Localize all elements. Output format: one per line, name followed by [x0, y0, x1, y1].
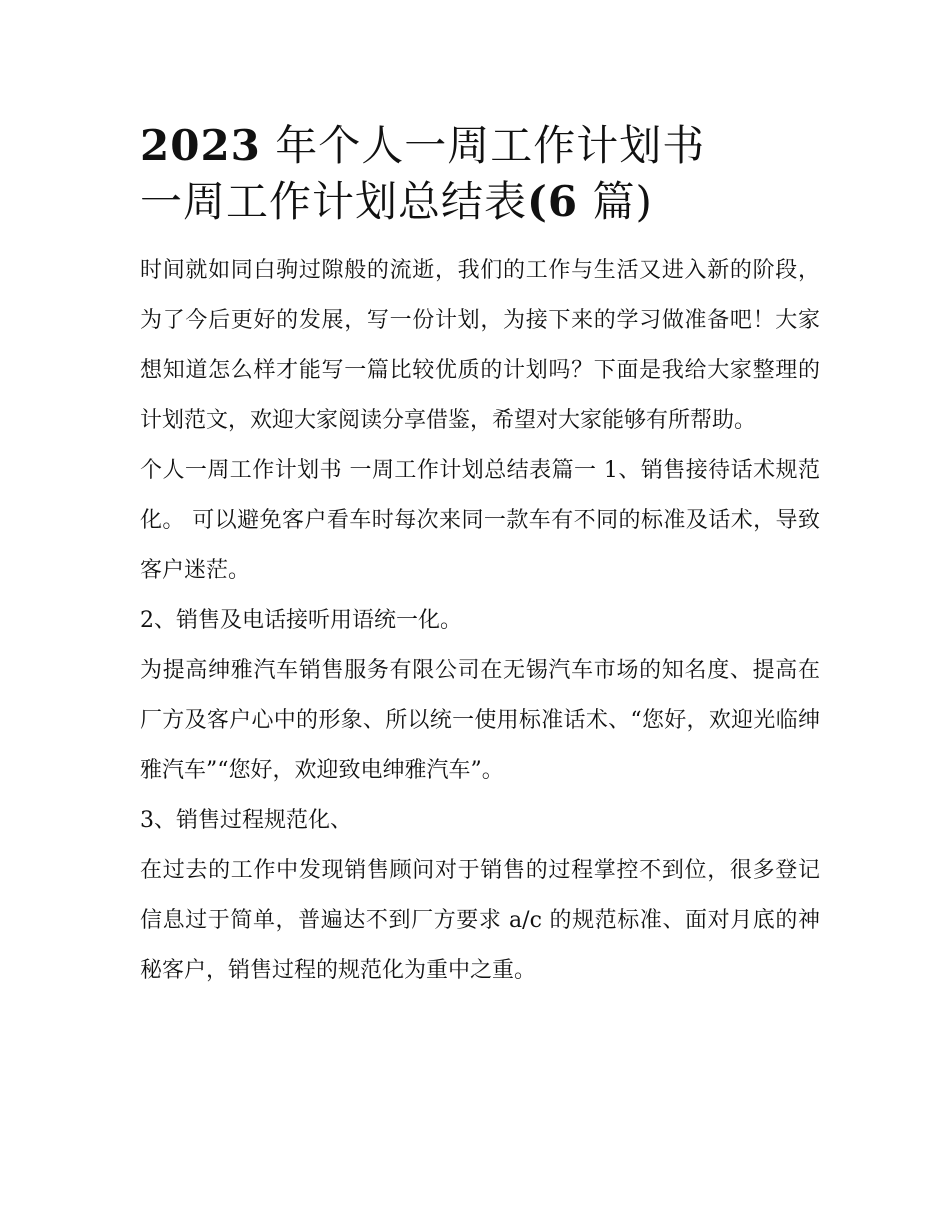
title-line-2-tail: 篇)	[578, 177, 653, 226]
title-line-2	[140, 174, 820, 230]
title-line-2-text: 一周工作计划总结表	[140, 177, 528, 226]
paragraph-item-3-heading: 3、销售过程规范化、	[140, 808, 352, 833]
title-line-1	[140, 118, 820, 174]
paragraph-intro: 时间就如同白驹过隙般的流逝，我们的工作与生活又进入新的阶段，为了今后更好的发展，写一份计划，为接下来的学习做准备吧！大家想知道怎么样才能写一篇比较优质的计划吗？下面是我给大家整理的计划范文，欢迎大家阅读分享借鉴，希望对大家能够有所帮助。	[140, 258, 820, 433]
title-year: 2023	[140, 121, 261, 170]
document-title	[140, 118, 820, 230]
title-line-1-text: 年个人一周工作计划书	[260, 121, 706, 170]
title-count: (6	[527, 177, 579, 226]
paragraph-item-2-heading: 2、销售及电话接听用语统一化。	[140, 608, 462, 633]
paragraph-item-1: 个人一周工作计划书 一周工作计划总结表篇一 1、销售接待话术规范化。 可以避免客户看车时每次来同一款车有不同的标准及话术，导致客户迷茫。	[140, 458, 820, 583]
paragraph-item-3-body: 在过去的工作中发现销售顾问对于销售的过程掌控不到位，很多登记信息过于简单，普遍达不到厂方要求 a/c 的规范标准、面对月底的神秘客户，销售过程的规范化为重中之重。	[140, 858, 820, 983]
document-content	[140, 118, 820, 996]
paragraph-item-2-body: 为提高绅雅汽车销售服务有限公司在无锡汽车市场的知名度、提高在厂方及客户心中的形象、所以统一使用标准话术、“您好，欢迎光临绅雅汽车”“您好，欢迎致电绅雅汽车”。	[140, 658, 820, 783]
